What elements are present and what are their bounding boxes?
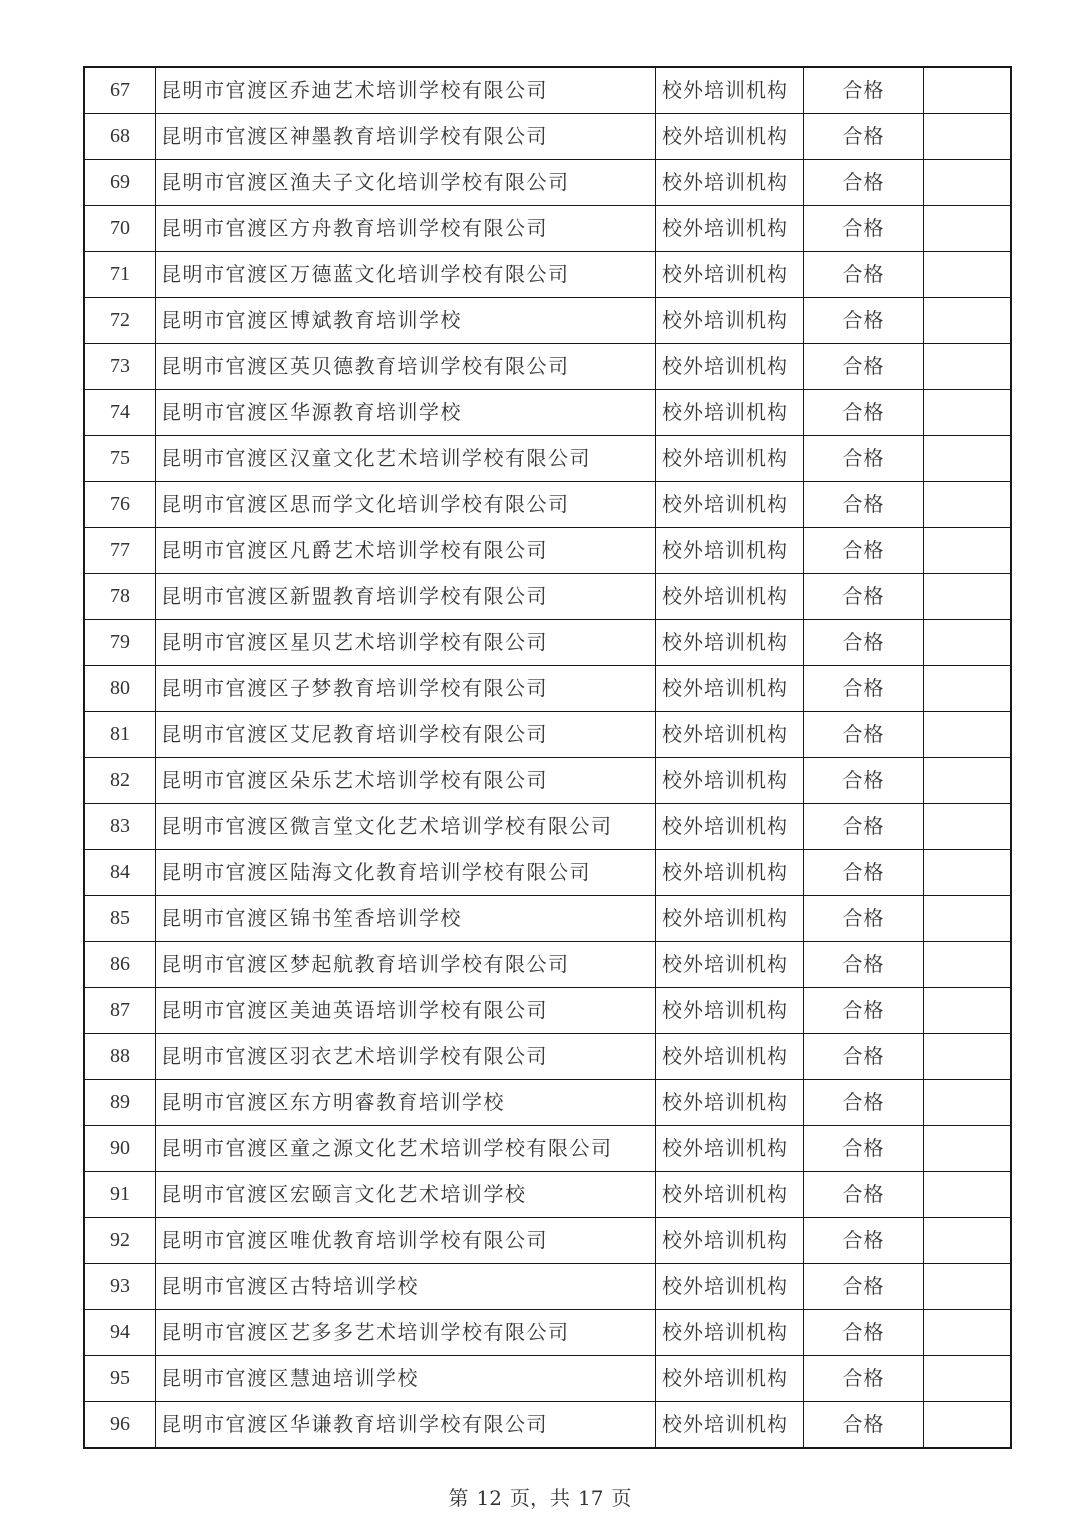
row-institution-type: 校外培训机构	[656, 160, 804, 206]
row-institution-name: 昆明市官渡区星贝艺术培训学校有限公司	[156, 620, 656, 666]
row-institution-type: 校外培训机构	[656, 1080, 804, 1126]
table-row	[84, 1172, 1011, 1218]
row-institution-type: 校外培训机构	[656, 67, 804, 114]
row-institution-name: 昆明市官渡区新盟教育培训学校有限公司	[156, 574, 656, 620]
row-sequence-number: 71	[84, 252, 156, 298]
row-institution-name: 昆明市官渡区乔迪艺术培训学校有限公司	[156, 67, 656, 114]
row-institution-name: 昆明市官渡区锦书笙香培训学校	[156, 896, 656, 942]
row-institution-name: 昆明市官渡区微言堂文化艺术培训学校有限公司	[156, 804, 656, 850]
row-remarks	[924, 574, 1012, 620]
row-sequence-number: 67	[84, 67, 156, 114]
row-institution-type: 校外培训机构	[656, 1218, 804, 1264]
row-inspection-result: 合格	[804, 528, 924, 574]
row-institution-name: 昆明市官渡区英贝德教育培训学校有限公司	[156, 344, 656, 390]
row-inspection-result: 合格	[804, 160, 924, 206]
row-remarks	[924, 390, 1012, 436]
row-remarks	[924, 1218, 1012, 1264]
row-institution-name: 昆明市官渡区东方明睿教育培训学校	[156, 1080, 656, 1126]
row-institution-name: 昆明市官渡区羽衣艺术培训学校有限公司	[156, 1034, 656, 1080]
table-row	[84, 160, 1011, 206]
row-institution-type: 校外培训机构	[656, 436, 804, 482]
row-institution-name: 昆明市官渡区朵乐艺术培训学校有限公司	[156, 758, 656, 804]
row-remarks	[924, 850, 1012, 896]
table-row	[84, 252, 1011, 298]
row-inspection-result: 合格	[804, 942, 924, 988]
table-row	[84, 344, 1011, 390]
row-institution-type: 校外培训机构	[656, 344, 804, 390]
row-remarks	[924, 67, 1012, 114]
row-institution-name: 昆明市官渡区方舟教育培训学校有限公司	[156, 206, 656, 252]
row-institution-type: 校外培训机构	[656, 1172, 804, 1218]
row-inspection-result: 合格	[804, 666, 924, 712]
row-inspection-result: 合格	[804, 1402, 924, 1449]
row-remarks	[924, 1402, 1012, 1449]
row-remarks	[924, 896, 1012, 942]
current-page-number: 12	[476, 1486, 502, 1510]
row-institution-name: 昆明市官渡区艺多多艺术培训学校有限公司	[156, 1310, 656, 1356]
table-row	[84, 1034, 1011, 1080]
table-row	[84, 67, 1011, 114]
row-remarks	[924, 436, 1012, 482]
row-institution-type: 校外培训机构	[656, 666, 804, 712]
row-inspection-result: 合格	[804, 1126, 924, 1172]
row-institution-name: 昆明市官渡区万德蓝文化培训学校有限公司	[156, 252, 656, 298]
row-inspection-result: 合格	[804, 758, 924, 804]
row-sequence-number: 68	[84, 114, 156, 160]
row-remarks	[924, 942, 1012, 988]
row-inspection-result: 合格	[804, 1034, 924, 1080]
row-institution-name: 昆明市官渡区华谦教育培训学校有限公司	[156, 1402, 656, 1449]
row-institution-type: 校外培训机构	[656, 620, 804, 666]
row-remarks	[924, 114, 1012, 160]
row-institution-name: 昆明市官渡区神墨教育培训学校有限公司	[156, 114, 656, 160]
row-remarks	[924, 1034, 1012, 1080]
table-row	[84, 1264, 1011, 1310]
row-institution-type: 校外培训机构	[656, 758, 804, 804]
row-inspection-result: 合格	[804, 1218, 924, 1264]
table-row	[84, 390, 1011, 436]
row-sequence-number: 93	[84, 1264, 156, 1310]
table-row	[84, 1402, 1011, 1449]
row-remarks	[924, 1310, 1012, 1356]
row-remarks	[924, 1356, 1012, 1402]
table-row	[84, 436, 1011, 482]
table-row	[84, 1218, 1011, 1264]
row-sequence-number: 75	[84, 436, 156, 482]
row-inspection-result: 合格	[804, 574, 924, 620]
footer-suffix: 页	[611, 1486, 632, 1510]
row-inspection-result: 合格	[804, 1172, 924, 1218]
row-institution-name: 昆明市官渡区陆海文化教育培训学校有限公司	[156, 850, 656, 896]
row-sequence-number: 90	[84, 1126, 156, 1172]
row-inspection-result: 合格	[804, 344, 924, 390]
table-row	[84, 620, 1011, 666]
row-inspection-result: 合格	[804, 436, 924, 482]
table-row	[84, 1356, 1011, 1402]
table-row	[84, 942, 1011, 988]
table-row	[84, 1126, 1011, 1172]
table-row	[84, 1310, 1011, 1356]
row-institution-type: 校外培训机构	[656, 1264, 804, 1310]
row-sequence-number: 85	[84, 896, 156, 942]
row-inspection-result: 合格	[804, 1264, 924, 1310]
row-remarks	[924, 758, 1012, 804]
row-sequence-number: 79	[84, 620, 156, 666]
row-sequence-number: 69	[84, 160, 156, 206]
row-institution-name: 昆明市官渡区华源教育培训学校	[156, 390, 656, 436]
row-inspection-result: 合格	[804, 804, 924, 850]
row-inspection-result: 合格	[804, 1356, 924, 1402]
row-institution-type: 校外培训机构	[656, 712, 804, 758]
row-remarks	[924, 1126, 1012, 1172]
table-row	[84, 298, 1011, 344]
row-institution-name: 昆明市官渡区宏颐言文化艺术培训学校	[156, 1172, 656, 1218]
table-body	[84, 67, 1011, 1448]
row-remarks	[924, 528, 1012, 574]
row-sequence-number: 80	[84, 666, 156, 712]
row-inspection-result: 合格	[804, 67, 924, 114]
row-institution-name: 昆明市官渡区凡爵艺术培训学校有限公司	[156, 528, 656, 574]
row-inspection-result: 合格	[804, 1310, 924, 1356]
page-footer	[0, 1482, 1080, 1511]
row-sequence-number: 77	[84, 528, 156, 574]
row-sequence-number: 72	[84, 298, 156, 344]
row-remarks	[924, 206, 1012, 252]
row-institution-name: 昆明市官渡区艾尼教育培训学校有限公司	[156, 712, 656, 758]
row-institution-name: 昆明市官渡区美迪英语培训学校有限公司	[156, 988, 656, 1034]
row-remarks	[924, 160, 1012, 206]
row-institution-name: 昆明市官渡区慧迪培训学校	[156, 1356, 656, 1402]
table-row	[84, 712, 1011, 758]
row-institution-type: 校外培训机构	[656, 114, 804, 160]
row-inspection-result: 合格	[804, 850, 924, 896]
table-row	[84, 1080, 1011, 1126]
row-sequence-number: 91	[84, 1172, 156, 1218]
row-institution-type: 校外培训机构	[656, 1356, 804, 1402]
row-sequence-number: 83	[84, 804, 156, 850]
row-inspection-result: 合格	[804, 206, 924, 252]
row-sequence-number: 78	[84, 574, 156, 620]
footer-page-unit: 页，共	[510, 1486, 570, 1510]
table-row	[84, 206, 1011, 252]
row-sequence-number: 76	[84, 482, 156, 528]
table-row	[84, 896, 1011, 942]
row-remarks	[924, 1080, 1012, 1126]
row-sequence-number: 92	[84, 1218, 156, 1264]
row-institution-type: 校外培训机构	[656, 942, 804, 988]
row-inspection-result: 合格	[804, 252, 924, 298]
row-institution-name: 昆明市官渡区梦起航教育培训学校有限公司	[156, 942, 656, 988]
row-sequence-number: 74	[84, 390, 156, 436]
row-sequence-number: 88	[84, 1034, 156, 1080]
row-institution-type: 校外培训机构	[656, 988, 804, 1034]
row-remarks	[924, 344, 1012, 390]
inspection-results-table	[83, 66, 1012, 1449]
row-institution-name: 昆明市官渡区童之源文化艺术培训学校有限公司	[156, 1126, 656, 1172]
row-inspection-result: 合格	[804, 712, 924, 758]
row-sequence-number: 89	[84, 1080, 156, 1126]
row-remarks	[924, 252, 1012, 298]
row-institution-type: 校外培训机构	[656, 1310, 804, 1356]
row-institution-name: 昆明市官渡区汉童文化艺术培训学校有限公司	[156, 436, 656, 482]
row-remarks	[924, 1264, 1012, 1310]
row-sequence-number: 96	[84, 1402, 156, 1449]
row-institution-type: 校外培训机构	[656, 528, 804, 574]
footer-prefix: 第	[448, 1486, 469, 1510]
row-sequence-number: 70	[84, 206, 156, 252]
row-institution-type: 校外培训机构	[656, 206, 804, 252]
row-institution-type: 校外培训机构	[656, 1034, 804, 1080]
table-row	[84, 804, 1011, 850]
row-sequence-number: 81	[84, 712, 156, 758]
row-institution-type: 校外培训机构	[656, 1402, 804, 1449]
table-row	[84, 666, 1011, 712]
row-remarks	[924, 666, 1012, 712]
table-row	[84, 114, 1011, 160]
total-pages-number: 17	[578, 1486, 604, 1510]
row-inspection-result: 合格	[804, 298, 924, 344]
row-sequence-number: 86	[84, 942, 156, 988]
table-row	[84, 528, 1011, 574]
row-institution-type: 校外培训机构	[656, 482, 804, 528]
row-remarks	[924, 804, 1012, 850]
row-sequence-number: 73	[84, 344, 156, 390]
row-institution-name: 昆明市官渡区古特培训学校	[156, 1264, 656, 1310]
row-remarks	[924, 620, 1012, 666]
row-institution-name: 昆明市官渡区唯优教育培训学校有限公司	[156, 1218, 656, 1264]
row-institution-type: 校外培训机构	[656, 804, 804, 850]
row-institution-name: 昆明市官渡区子梦教育培训学校有限公司	[156, 666, 656, 712]
row-institution-name: 昆明市官渡区渔夫子文化培训学校有限公司	[156, 160, 656, 206]
row-institution-type: 校外培训机构	[656, 850, 804, 896]
row-institution-type: 校外培训机构	[656, 298, 804, 344]
row-institution-type: 校外培训机构	[656, 1126, 804, 1172]
table-row	[84, 988, 1011, 1034]
row-sequence-number: 94	[84, 1310, 156, 1356]
table-row	[84, 850, 1011, 896]
row-institution-type: 校外培训机构	[656, 390, 804, 436]
row-inspection-result: 合格	[804, 482, 924, 528]
row-remarks	[924, 988, 1012, 1034]
row-sequence-number: 87	[84, 988, 156, 1034]
row-inspection-result: 合格	[804, 114, 924, 160]
row-institution-type: 校外培训机构	[656, 252, 804, 298]
row-remarks	[924, 712, 1012, 758]
table-row	[84, 482, 1011, 528]
row-institution-type: 校外培训机构	[656, 574, 804, 620]
row-institution-name: 昆明市官渡区思而学文化培训学校有限公司	[156, 482, 656, 528]
row-inspection-result: 合格	[804, 1080, 924, 1126]
row-inspection-result: 合格	[804, 896, 924, 942]
row-inspection-result: 合格	[804, 390, 924, 436]
row-inspection-result: 合格	[804, 620, 924, 666]
table-row	[84, 758, 1011, 804]
row-remarks	[924, 298, 1012, 344]
row-inspection-result: 合格	[804, 988, 924, 1034]
row-sequence-number: 82	[84, 758, 156, 804]
row-sequence-number: 95	[84, 1356, 156, 1402]
row-institution-name: 昆明市官渡区博斌教育培训学校	[156, 298, 656, 344]
table-row	[84, 574, 1011, 620]
row-sequence-number: 84	[84, 850, 156, 896]
row-institution-type: 校外培训机构	[656, 896, 804, 942]
row-remarks	[924, 1172, 1012, 1218]
row-remarks	[924, 482, 1012, 528]
